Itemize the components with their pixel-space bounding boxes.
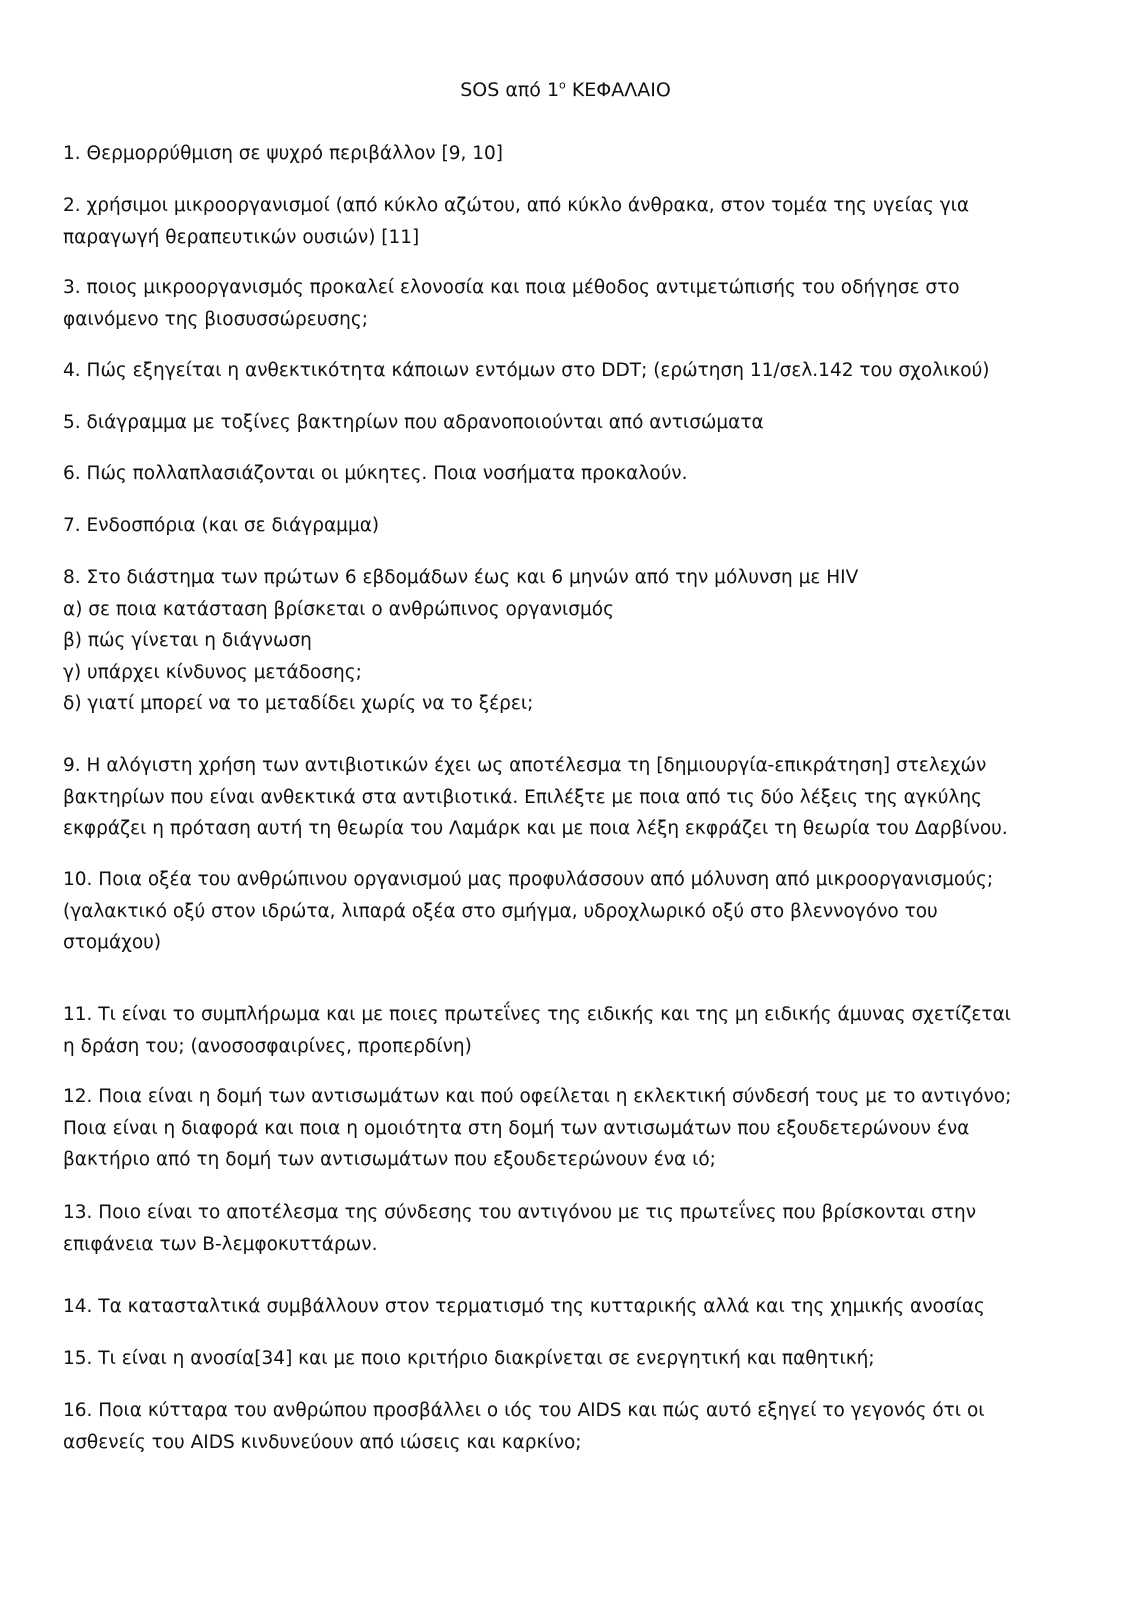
question-line: 6. Πώς πολλαπλασιάζονται οι μύκητες. Ποια νοσήματα προκαλούν. — [63, 463, 688, 484]
question-6 — [63, 458, 1073, 490]
question-4 — [63, 355, 1073, 387]
question-line: 9. Η αλόγιστη χρήση των αντιβιοτικών έχει ως αποτέλεσμα τη [δημιουργία-επικράτηση] στελεχών — [63, 755, 987, 776]
question-line: 16. Ποια κύτταρα του ανθρώπου προσβάλλει ο ιός του AIDS και πώς αυτό εξηγεί το γεγονός ότι οι — [63, 1400, 985, 1421]
question-line: 1. Θερμορρύθμιση σε ψυχρό περιβάλλον [9, 10] — [63, 143, 504, 164]
question-line: 10. Ποια οξέα του ανθρώπινου οργανισμού μας προφυλάσσουν από μόλυνση από μικροοργανισμούς; — [63, 869, 994, 890]
title-prefix: SOS από 1 — [460, 79, 560, 101]
question-line: φαινόμενο της βιοσυσσώρευσης; — [63, 308, 368, 330]
question-line: εκφράζει η πρόταση αυτή τη θεωρία του Λαμάρκ και με ποια λέξη εκφράζει τη θεωρία του Δαρβίνου. — [63, 818, 1008, 839]
question-11 — [63, 999, 1073, 1062]
question-subitem: α) σε ποια κατάσταση βρίσκεται ο ανθρώπινος οργανισμός — [63, 598, 614, 620]
question-13 — [63, 1197, 1073, 1260]
question-line: 11. Τι είναι το συμπλήρωμα και με ποιες πρωτεΐνες της ειδικής και της μη ειδικής άμυνας σχετίζεται — [63, 1004, 1011, 1025]
question-1 — [63, 138, 1073, 170]
question-subitem: γ) υπάρχει κίνδυνος μετάδοσης; — [63, 661, 362, 683]
question-line: 7. Ενδοσπόρια (και σε διάγραμμα) — [63, 515, 380, 536]
question-line: η δράση του; (ανοσοσφαιρίνες, προπερδίνη) — [63, 1035, 472, 1057]
question-16 — [63, 1395, 1073, 1458]
question-line: 15. Τι είναι η ανοσία[34] και με ποιο κριτήριο διακρίνεται σε ενεργητική και παθητική; — [63, 1348, 875, 1369]
question-line: στομάχου) — [63, 932, 162, 953]
question-line: Ποια είναι η διαφορά και ποια η ομοιότητα στη δομή των αντισωμάτων που εξουδετερώνουν ένα — [63, 1117, 970, 1139]
page-title — [0, 76, 1131, 104]
question-line: ασθενείς του AIDS κινδυνεύουν από ιώσεις και καρκίνο; — [63, 1431, 582, 1453]
question-subitem: δ) γιατί μπορεί να το μεταδίδει χωρίς να το ξέρει; — [63, 693, 534, 714]
question-line: 2. χρήσιμοι μικροοργανισμοί (από κύκλο αζώτου, από κύκλο άνθρακα, στον τομέα της υγείας για — [63, 195, 970, 216]
title-suffix: ΚΕΦΑΛΑΙΟ — [565, 79, 671, 101]
question-10 — [63, 864, 1073, 959]
question-7 — [63, 510, 1073, 542]
question-line: 8. Στο διάστημα των πρώτων 6 εβδομάδων έως και 6 μηνών από την μόλυνση με HIV — [63, 567, 859, 588]
title-superscript: ο — [559, 78, 566, 92]
question-line: (γαλακτικό οξύ στον ιδρώτα, λιπαρά οξέα στο σμήγμα, υδροχλωρικό οξύ στο βλεννογόνο του — [63, 900, 938, 922]
question-line: 14. Τα κατασταλτικά συμβάλλουν στον τερματισμό της κυτταρικής αλλά και της χημικής ανοσίας — [63, 1296, 985, 1317]
question-12 — [63, 1081, 1073, 1176]
question-15 — [63, 1343, 1073, 1375]
question-9 — [63, 750, 1073, 845]
question-3 — [63, 272, 1073, 335]
question-line: βακτήριο από τη δομή των αντισωμάτων που εξουδετερώνουν ένα ιό; — [63, 1149, 716, 1170]
question-line: 4. Πώς εξηγείται η ανθεκτικότητα κάποιων εντόμων στο DDT; (ερώτηση 11/σελ.142 του σχολικού) — [63, 360, 990, 381]
question-line: 3. ποιος μικροοργανισμός προκαλεί ελονοσία και ποια μέθοδος αντιμετώπισής του οδήγησε στο — [63, 277, 960, 298]
question-line: βακτηρίων που είναι ανθεκτικά στα αντιβιοτικά. Επιλέξτε με ποια από τις δύο λέξεις της αγκύλης — [63, 786, 982, 808]
question-14 — [63, 1291, 1073, 1323]
question-8 — [63, 562, 1073, 720]
question-line: παραγωγή θεραπευτικών ουσιών) [11] — [63, 226, 420, 248]
question-subitem: β) πώς γίνεται η διάγνωση — [63, 630, 312, 651]
question-line: 12. Ποια είναι η δομή των αντισωμάτων και πού οφείλεται η εκλεκτική σύνδεσή τους με το αντιγόνο; — [63, 1086, 1012, 1107]
question-line: 13. Ποιο είναι το αποτέλεσμα της σύνδεσης του αντιγόνου με τις πρωτεΐνες που βρίσκονται στην — [63, 1202, 977, 1223]
question-5 — [63, 407, 1073, 439]
question-2 — [63, 190, 1073, 253]
question-line: 5. διάγραμμα με τοξίνες βακτηρίων που αδρανοποιούνται από αντισώματα — [63, 412, 764, 433]
question-line: επιφάνεια των Β-λεμφοκυττάρων. — [63, 1233, 378, 1255]
